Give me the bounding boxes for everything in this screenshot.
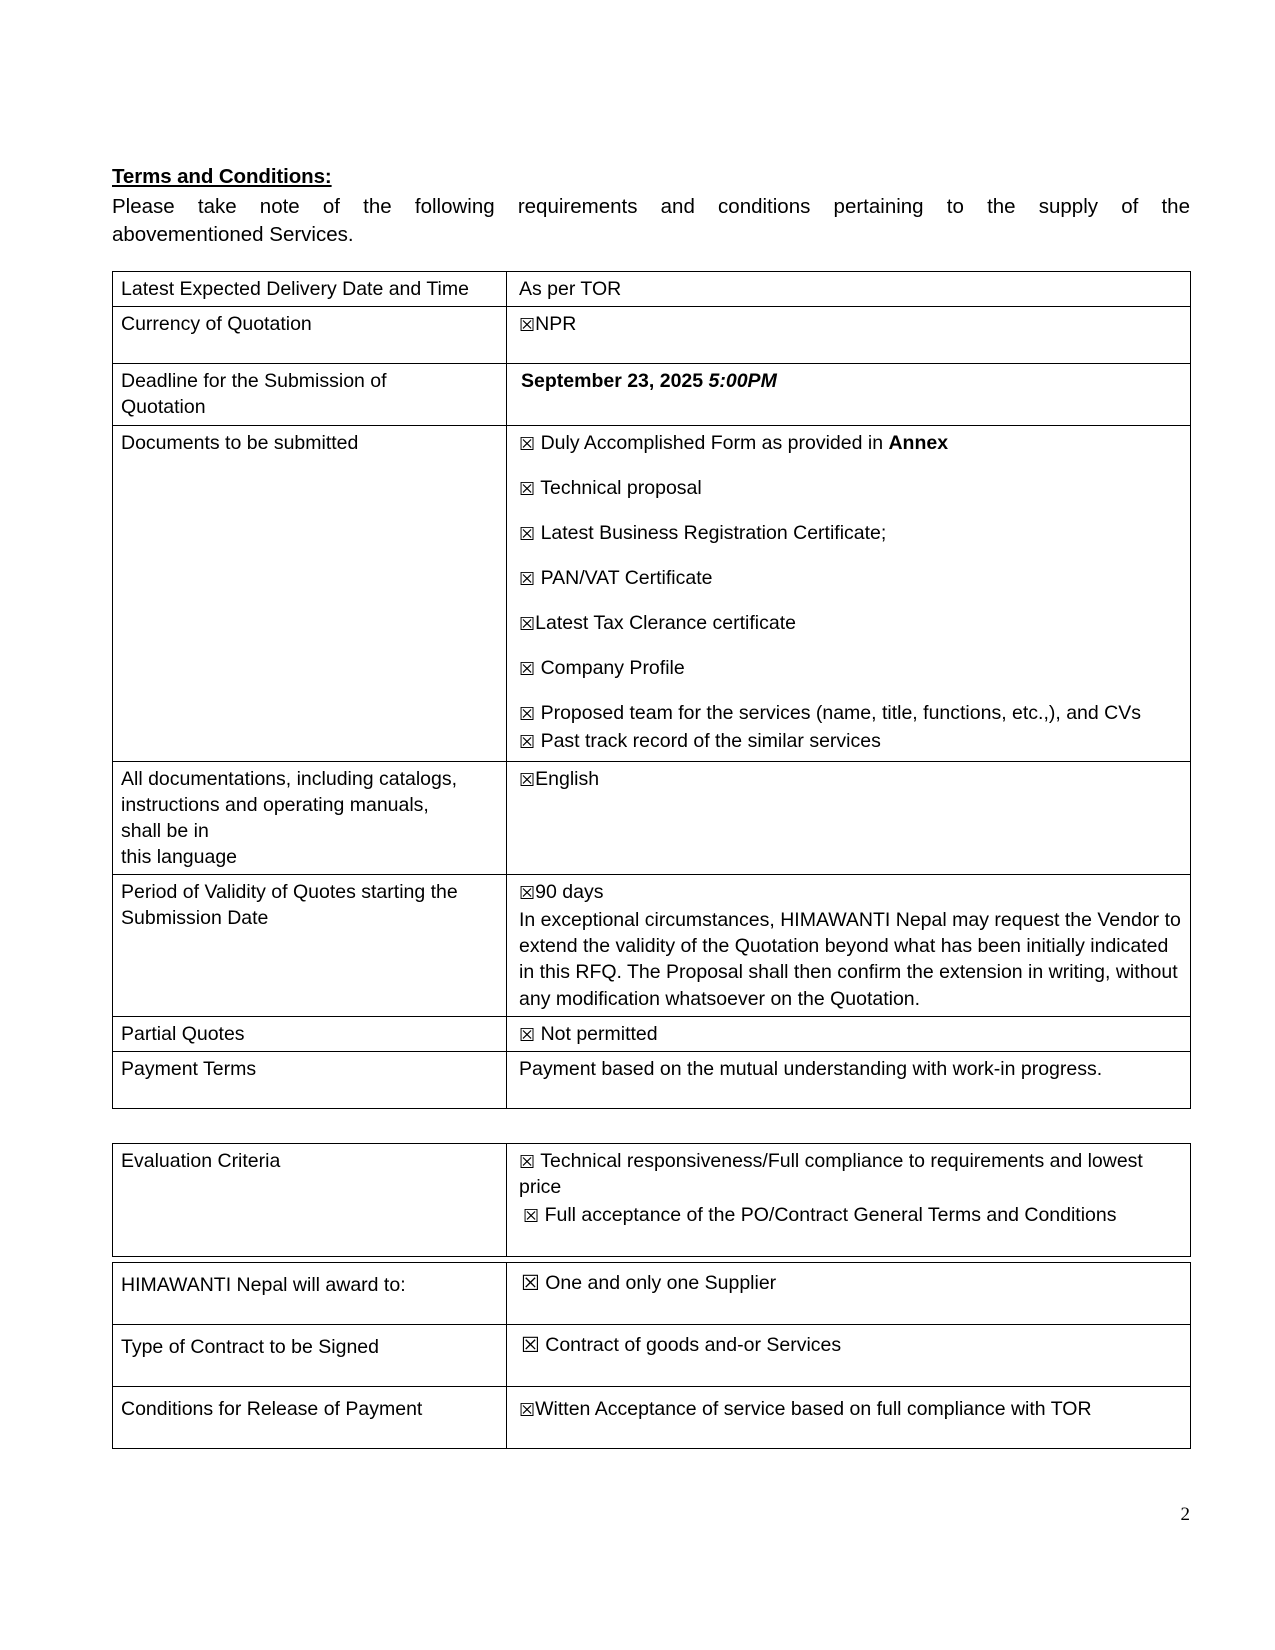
row-value-payment-release	[507, 1387, 1191, 1449]
intro-paragraph	[112, 193, 1190, 250]
award-contract-table	[112, 1262, 1191, 1449]
table-row	[113, 307, 1191, 364]
checked-box-icon[interactable]: ☒	[519, 659, 536, 681]
document-option-label: Past track record of the similar services	[540, 730, 881, 753]
checked-box-icon[interactable]: ☒	[521, 1271, 540, 1295]
row-value-partial-quotes	[507, 1016, 1191, 1051]
language-label-line-3: shall be in	[121, 819, 209, 842]
terms-conditions-table	[112, 271, 1191, 1109]
table-row	[113, 1144, 1191, 1257]
table-row	[113, 1016, 1191, 1051]
evaluation-criteria-table	[112, 1143, 1191, 1257]
row-value-delivery-date: As per TOR	[507, 272, 1191, 307]
partial-quotes-label: Not permitted	[540, 1022, 658, 1045]
table-row	[113, 1387, 1191, 1449]
row-value-language	[507, 761, 1191, 875]
document-option	[519, 728, 1184, 754]
intro-line-1: Please take note of the following requirements and conditions pertaining to the supply of the	[112, 195, 1190, 219]
intro-line-2: abovementioned Services.	[112, 223, 354, 247]
page-title: Terms and Conditions:	[112, 165, 332, 188]
row-value-currency	[507, 307, 1191, 364]
deadline-label-line-2: Quotation	[121, 396, 206, 419]
checked-box-icon[interactable]: ☒	[519, 1400, 536, 1422]
contract-type-label: Contract of goods and-or Services	[545, 1334, 842, 1357]
validity-label-line-1: Period of Validity of Quotes starting the	[121, 881, 458, 903]
document-option-label: Company Profile	[540, 657, 685, 680]
row-label-deadline	[113, 364, 507, 425]
document-option-label: Latest Business Registration Certificate;	[540, 521, 887, 544]
document-option	[519, 430, 1184, 456]
table-row	[113, 1263, 1191, 1325]
validity-paragraph: In exceptional circumstances, HIMAWANTI Nepal may request the Vendor to extend the validity of the Quotation beyond what has been initially indicated in this RFQ. The Proposal shall then confirm the extension in writing, without any modification whatsoever on the Quotation.	[519, 909, 1181, 1010]
table-row	[113, 364, 1191, 425]
document-option-label-bold: Annex	[888, 431, 949, 454]
document-option	[519, 610, 1184, 636]
intro-block	[112, 163, 1190, 250]
table-row	[113, 1051, 1191, 1108]
table-row	[113, 272, 1191, 307]
deadline-time: 5:00PM	[708, 370, 777, 393]
document-option	[519, 700, 1184, 726]
checked-box-icon[interactable]: ☒	[519, 478, 536, 500]
table-row	[113, 1325, 1191, 1387]
checked-box-icon[interactable]: ☒	[519, 315, 536, 337]
deadline-label-line-1: Deadline for the Submission of	[121, 370, 387, 393]
row-label-partial-quotes: Partial Quotes	[113, 1016, 507, 1051]
evaluation-option	[519, 1148, 1184, 1200]
row-value-documents	[507, 425, 1191, 761]
document-option-label: Latest Tax Clerance certificate	[535, 612, 796, 634]
deadline-date: September 23, 2025	[521, 370, 704, 393]
language-label-line-2: instructions and operating manuals,	[121, 793, 429, 816]
checked-box-icon[interactable]: ☒	[519, 568, 536, 590]
checked-box-icon[interactable]: ☒	[519, 1152, 536, 1173]
row-value-payment-terms: Payment based on the mutual understanding with work-in progress.	[507, 1051, 1191, 1108]
checked-box-icon[interactable]: ☒	[519, 1024, 536, 1046]
checked-box-icon[interactable]: ☒	[519, 769, 536, 791]
document-option	[519, 655, 1184, 681]
row-value-deadline	[507, 364, 1191, 425]
page-number: 2	[1180, 1504, 1190, 1525]
row-label-language	[113, 761, 507, 875]
checked-box-icon[interactable]: ☒	[519, 704, 536, 726]
document-option	[519, 475, 1184, 501]
row-label-payment-terms: Payment Terms	[113, 1051, 507, 1108]
evaluation-option-label: Technical responsiveness/Full compliance to requirements and lowest price	[519, 1150, 1143, 1199]
row-label-currency: Currency of Quotation	[113, 307, 507, 364]
row-label-payment-release: Conditions for Release of Payment	[113, 1387, 507, 1449]
table-row	[113, 425, 1191, 761]
validity-option	[519, 879, 1184, 905]
checked-box-icon[interactable]: ☒	[519, 732, 536, 754]
row-value-evaluation-criteria	[507, 1144, 1191, 1257]
row-label-award-to: HIMAWANTI Nepal will award to:	[113, 1263, 507, 1325]
language-label: English	[535, 767, 600, 790]
row-label-delivery-date: Latest Expected Delivery Date and Time	[113, 272, 507, 307]
document-option-label: Technical proposal	[540, 476, 702, 499]
checked-box-icon[interactable]: ☒	[523, 1206, 540, 1228]
document-option	[519, 565, 1184, 591]
payment-release-label: Witten Acceptance of service based on full compliance with TOR	[535, 1398, 1092, 1421]
checked-box-icon[interactable]: ☒	[519, 523, 536, 545]
language-label-line-4: this language	[121, 845, 238, 868]
row-label-contract-type: Type of Contract to be Signed	[113, 1325, 507, 1387]
document-option-label: Duly Accomplished Form as provided in	[540, 431, 889, 454]
document-option-label: Proposed team for the services (name, title, functions, etc.,), and CVs	[540, 702, 1141, 725]
table-row	[113, 761, 1191, 875]
checked-box-icon[interactable]: ☒	[519, 433, 536, 455]
row-label-evaluation-criteria: Evaluation Criteria	[113, 1144, 507, 1257]
checked-box-icon[interactable]: ☒	[519, 883, 536, 904]
evaluation-option-label: Full acceptance of the PO/Contract General Terms and Conditions	[544, 1204, 1117, 1227]
row-value-validity	[507, 875, 1191, 1017]
row-value-award-to	[507, 1263, 1191, 1325]
row-value-contract-type	[507, 1325, 1191, 1387]
checked-box-icon[interactable]: ☒	[521, 1333, 540, 1358]
award-to-label: One and only one Supplier	[545, 1272, 777, 1294]
row-label-validity	[113, 875, 507, 1017]
document-option-label: PAN/VAT Certificate	[540, 566, 713, 589]
language-label-line-1: All documentations, including catalogs,	[121, 767, 458, 790]
evaluation-option	[519, 1202, 1184, 1228]
currency-label: NPR	[535, 313, 577, 336]
table-row	[113, 875, 1191, 1017]
validity-days-label: 90 days	[535, 881, 604, 903]
checked-box-icon[interactable]: ☒	[519, 614, 536, 635]
row-label-documents: Documents to be submitted	[113, 425, 507, 761]
document-option	[519, 520, 1184, 546]
validity-label-line-2: Submission Date	[121, 907, 269, 930]
